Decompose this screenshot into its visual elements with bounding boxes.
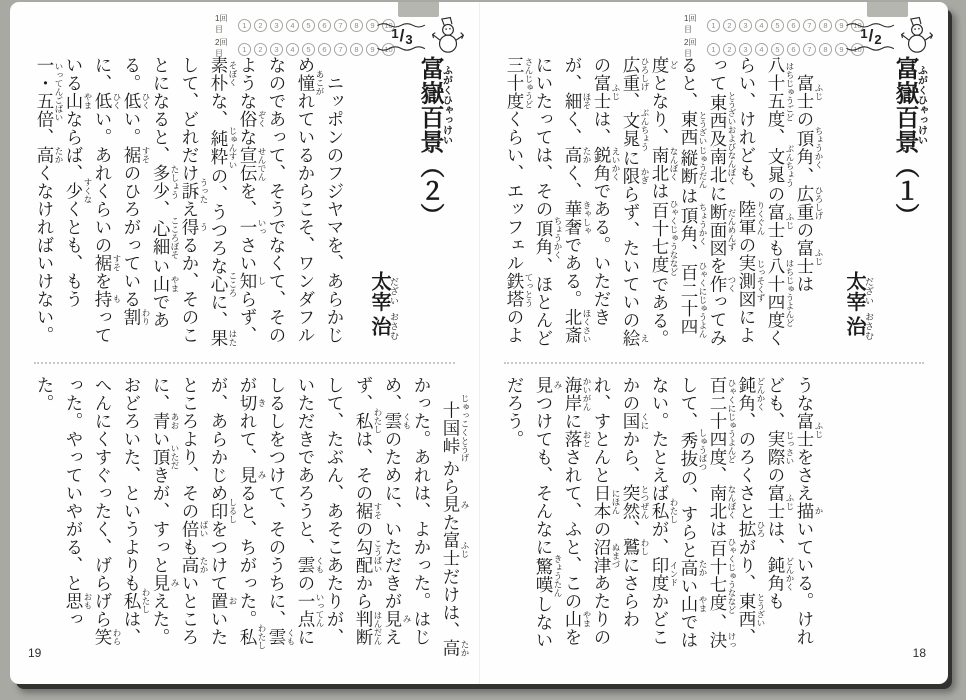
dotted-separator (34, 362, 455, 364)
circle-number: 2 (254, 19, 267, 32)
author-name: 太宰 だざい治 おさむ (368, 270, 399, 340)
author-name: 太宰 だざい治 おさむ (843, 270, 874, 340)
circle-number: 5 (302, 43, 315, 56)
progress-fraction (845, 21, 897, 52)
progress-badge (845, 16, 934, 56)
snowman-icon (431, 16, 465, 56)
circle-number: 8 (350, 43, 363, 56)
counter-label: 2回目 (215, 38, 228, 58)
counter-circles (704, 39, 864, 57)
progress-denominator: 3 (405, 31, 413, 47)
circle-number: 8 (819, 19, 832, 32)
circle-number: 10 (851, 19, 864, 32)
circle-number: 3 (270, 19, 283, 32)
circle-number: 1 (707, 19, 720, 32)
page-number: 18 (912, 646, 926, 660)
circle-number: 9 (366, 43, 379, 56)
page-left (10, 2, 479, 684)
circle-number: 9 (835, 43, 848, 56)
circle-number: 1 (238, 19, 251, 32)
progress-fraction (376, 21, 428, 52)
wavy-line-icon (846, 45, 896, 52)
circle-number: 2 (723, 43, 736, 56)
progress-badge (376, 16, 465, 56)
book-spread (10, 2, 948, 684)
circle-number: 8 (350, 19, 363, 32)
circle-number: 6 (318, 19, 331, 32)
reading-counter (215, 13, 395, 61)
circle-number: 6 (787, 19, 800, 32)
fraction-slash: / (399, 25, 405, 45)
body-text-top: ニッポンのフジヤマを、あらかじめ憧 あこがれているからこそ、ワンダフルなのであって、そうでなくて、そのような俗 ぞくな宣伝 せんでんを、一 いっさい知 しらず、素朴 そぼくな、純粋 じゅんすいの、うつろな心 こころに、果 はたして、どれだけ訴 うったえ得 うるか、そのことになると、多少 たしょう、心細 こころぼそい山 やまである。低 ひくい。裾 すそのひろがっている割 わりに、低 ひくい。あれくらいの裾 すそを持 もっている山 やまならば、少 すくなくとも、もう一・五倍 いってんごばい、高 たかくなければいけない。 (35, 56, 345, 348)
body-text-bottom: うな富士 ふじをさえ描 かいている。けれども、実際 じっさいの富士 ふじは、鈍角 どんかくも鈍角 どんかく、のろくさと拡 ひろがり、東西 とうざい、百二十四度 ひゃくにじゅうよんど、南北 なんぼくは百十七度 ひゃくじゅうななど、決 けっして、秀抜 しゅうばつの、すらと高 たかい山 やまではない。たとえば私 わたしが、印度 インドかどこかの国 くにから、突然 とつぜん、鷲 わしにさらわれ、すとんと日本 にほんの沼津 ぬまづあたりの海岸 かいがんに落 おとされて、ふと、この山 やまを見 みつけても、そんなに驚嘆 きょうたんしないだろう。 (505, 376, 824, 650)
page-right-bottom-section (500, 376, 912, 658)
counter-circles (704, 15, 864, 33)
progress-numerator: 1 (391, 25, 399, 41)
circle-number: 2 (254, 43, 267, 56)
circle-number: 8 (819, 43, 832, 56)
circle-number: 7 (803, 43, 816, 56)
page-left-bottom-section (30, 376, 546, 658)
circle-number: 7 (803, 19, 816, 32)
bookmark-tab (398, 2, 439, 17)
circle-number: 9 (835, 19, 848, 32)
circle-number: 7 (334, 43, 347, 56)
page-right (479, 2, 948, 684)
circle-number: 4 (755, 43, 768, 56)
reading-counter-row-1 (684, 13, 864, 35)
circle-number: 3 (739, 43, 752, 56)
circle-number: 5 (771, 43, 784, 56)
circle-number: 4 (286, 19, 299, 32)
circle-number: 10 (382, 19, 395, 32)
reading-counter-row-2 (215, 37, 395, 59)
counter-circles (235, 39, 395, 57)
counter-circles (235, 15, 395, 33)
wavy-line-icon (377, 45, 427, 52)
counter-label: 1回目 (215, 14, 228, 34)
page-title: 富嶽百景ふがくひゃっけい（１） (891, 56, 927, 228)
circle-number: 6 (318, 43, 331, 56)
circle-number: 6 (787, 43, 800, 56)
circle-number: 10 (851, 43, 864, 56)
circle-number: 1 (238, 43, 251, 56)
circle-number: 2 (723, 19, 736, 32)
progress-numerator: 1 (860, 25, 868, 41)
body-text-bottom: 十国峠 じゅっこくとうげから見 みた富士 ふじだけは、高 たかかった。あれは、よかった。はじめ、雲 くものために、いただきが見 みえず、私 わたしは、その裾 すその勾配 こうばいから判断 はんだんして、たぶん、あそこあたりが、いただきであろうと、雲 くもの一点 いってんにしるしをつけて、そのうちに、雲 くもが切 きれて、見 みると、ちがった。私 わたしが、あらかじめ印 しるしをつけて置 おいたところより、その倍 ばいも高 たかいところに、青 あおい頂 いただきが、すっと見 みえた。おどろいた、というよりも私 わたしは、へんにくすぐったく、げらげら笑 わらった。やっていやがる、と思 おもった。 (35, 376, 470, 658)
circle-number: 10 (382, 43, 395, 56)
circle-number: 4 (755, 19, 768, 32)
circle-number: 4 (286, 43, 299, 56)
progress-denominator: 2 (874, 31, 882, 47)
counter-label: 1回目 (684, 14, 697, 34)
counter-label: 2回目 (684, 38, 697, 58)
fraction-slash: / (868, 25, 874, 45)
reading-counter-row-2 (684, 37, 864, 59)
bookmark-tab (867, 2, 908, 17)
dotted-separator (504, 362, 924, 364)
circle-number: 7 (334, 19, 347, 32)
circle-number: 5 (302, 19, 315, 32)
reading-counter-row-1 (215, 13, 395, 35)
circle-number: 3 (270, 43, 283, 56)
page-title: 富嶽百景ふがくひゃっけい（２） (416, 56, 452, 228)
page-number: 19 (28, 646, 42, 660)
page-left-top-section (30, 56, 485, 352)
circle-number: 1 (707, 43, 720, 56)
circle-number: 9 (366, 19, 379, 32)
reading-counter (684, 13, 864, 61)
snowman-icon (900, 16, 934, 56)
circle-number: 3 (739, 19, 752, 32)
page-right-top-section (500, 56, 960, 352)
circle-number: 5 (771, 19, 784, 32)
body-text-top: 富士 ふじの頂角 ちょうかく、広重 ひろしげの富士 ふじは八十五度 はちじゅうごど、文晁 ぶんちょうの富士 ふじも八十四度 はちじゅうよんどくらい、けれども、陸軍 りくぐんの実測図 じっそくずによって東西及南北 とうざいおよびなんぼくに断面図 だんめんずを作 つくってみると、東西 とうざい縦断 じゅうだんは頂角 ちょうかく、百二十四度ひゃくにじゅうよんどとなり、南北 なんぼくは百十七度 ひゃくじゅうななどである。広重 ひろしげ、文晁 ぶんちょうに限 かぎらず、たいていの絵 えの富士 ふじは、鋭角 えいかくである。いただきが、細 ほそく、高 たかく、華奢 きゃしゃである。北斎 ほくさいにいたっては、その頂角 ちょうかく、ほとんど三十度 さんじゅうどくらい、エッフェル鉄塔 てっとうのよ (505, 56, 824, 348)
